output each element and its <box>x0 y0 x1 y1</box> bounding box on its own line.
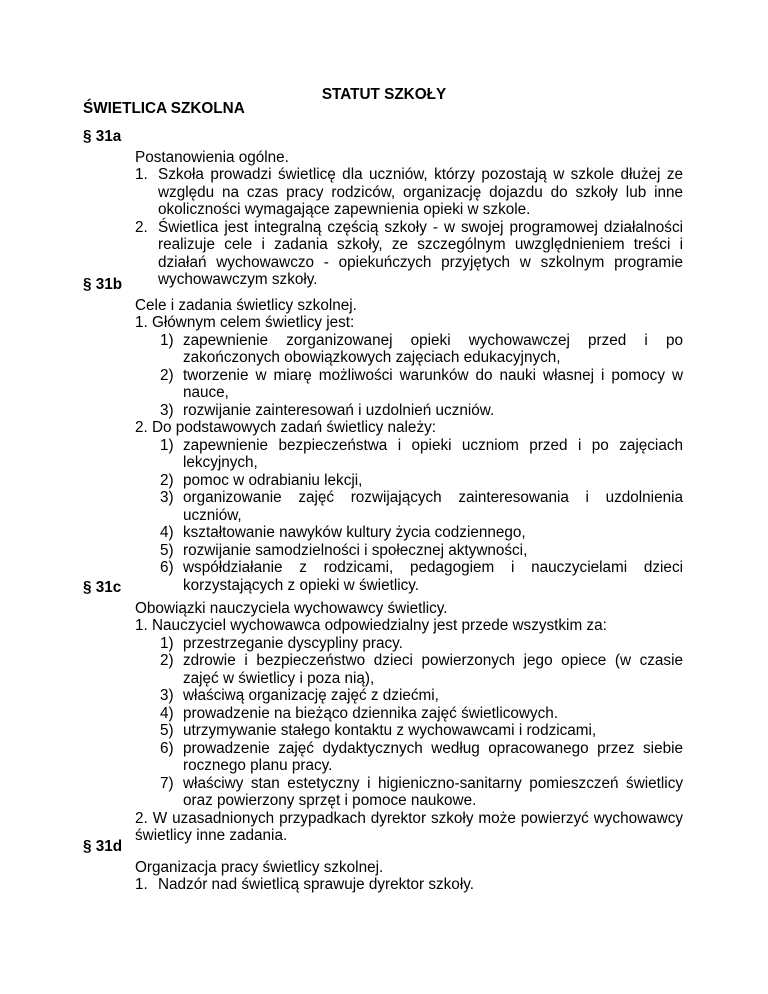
item-text: tworzenie w miarę możliwości warunków do nauki własnej i pomocy w nauce, <box>183 366 683 401</box>
section-intro: Organizacja pracy świetlicy szkolnej. <box>135 858 384 876</box>
section-31c <box>83 579 683 845</box>
item-number: 6) <box>160 559 174 576</box>
item-number: 5) <box>160 541 174 559</box>
list-item <box>135 740 683 775</box>
item-text: organizowanie zajęć rozwijających zainteresowania i uzdolnienia uczniów, <box>183 489 683 524</box>
item-number: 2) <box>160 652 174 669</box>
group-heading: 1. Nauczyciel wychowawca odpowiedzialny jest przede wszystkim za: <box>135 617 607 634</box>
item-number: 1. <box>135 166 148 183</box>
list-item <box>135 775 683 810</box>
group-heading: 2. Do podstawowych zadań świetlicy należy: <box>135 419 436 436</box>
item-text: Świetlica jest integralną częścią szkoły - w swojej programowej działalności realizuje cele i zadania szkoły, ze szczególnym uwzględnieniem treści i działań wychowawczo - opiekuńczych przyjętych w szkolnym programie wychowawczym szkoły. <box>158 218 683 288</box>
list-item <box>135 437 683 472</box>
item-number: 1. <box>135 876 148 893</box>
section-heading: § 31d <box>83 838 123 855</box>
section-body <box>135 297 683 595</box>
item-number: 5) <box>160 722 174 739</box>
item-number: 4) <box>160 524 174 541</box>
item-text: Szkoła prowadzi świetlicę dla uczniów, którzy pozostają w szkole dłużej ze względu na czas pracy rodziców, organizację dojazdu do szkoły lub inne okoliczności wymagające zapewnienia opieki w szkole. <box>158 166 683 218</box>
item-text: zdrowie i bezpieczeństwo dzieci powierzonych jego opiece (w czasie zajęć w świetlicy i poza nią), <box>183 652 683 687</box>
item-number: 3) <box>160 687 174 704</box>
item-number: 4) <box>160 704 174 722</box>
list-item <box>135 166 683 219</box>
item-number: 1) <box>160 634 174 652</box>
section-intro: Postanowienia ogólne. <box>135 148 289 166</box>
item-number: 3) <box>160 489 174 506</box>
section-body <box>135 600 683 845</box>
list-item <box>135 402 683 420</box>
item-text: przestrzeganie dyscypliny pracy. <box>183 634 403 652</box>
list-item <box>135 722 683 740</box>
section-31d <box>83 838 683 894</box>
section-body <box>135 859 683 894</box>
item-text: współdziałanie z rodzicami, pedagogiem i nauczycielami dzieci korzystających z opieki w świetlicy. <box>183 559 683 594</box>
section-heading: § 31a <box>83 128 122 145</box>
item-number: 6) <box>160 739 174 757</box>
item-number: 2. <box>135 218 148 236</box>
section-heading: § 31c <box>83 579 122 596</box>
document-title: STATUT SZKOŁY <box>321 86 447 103</box>
item-text: kształtowanie nawyków kultury życia codziennego, <box>183 524 526 541</box>
list-item <box>135 367 683 402</box>
item-text: utrzymywanie stałego kontaktu z wychowawcami i rodzicami, <box>183 722 597 739</box>
item-text: pomoc w odrabianiu lekcji, <box>183 471 363 489</box>
item-text: prowadzenie zajęć dydaktycznych według opracowanego przez siebie rocznego planu pracy. <box>183 739 683 774</box>
list-item <box>135 652 683 687</box>
section-31a <box>83 128 683 289</box>
section-body <box>135 149 683 289</box>
item-text: zapewnienie zorganizowanej opieki wychowawczej przed i po zakończonych obowiązkowych zajęciach edukacyjnych, <box>183 331 683 366</box>
item-text: rozwijanie samodzielności i społecznej aktywności, <box>183 541 528 559</box>
item-text: właściwy stan estetyczny i higieniczno-sanitarny pomieszczeń świetlicy oraz powierzony sprzęt i pomoce naukowe. <box>183 774 683 809</box>
list-item <box>135 332 683 367</box>
item-text: prowadzenie na bieżąco dziennika zajęć świetlicowych. <box>183 704 558 722</box>
list-item <box>135 635 683 653</box>
chapter-heading: ŚWIETLICA SZKOLNA <box>83 100 245 117</box>
group-heading: 1. Głównym celem świetlicy jest: <box>135 314 355 331</box>
list-item <box>135 472 683 490</box>
item-number: 1) <box>160 436 174 454</box>
list-item <box>135 524 683 542</box>
section-intro: Cele i zadania świetlicy szkolnej. <box>135 296 357 314</box>
list-item <box>135 687 683 705</box>
item-text: rozwijanie zainteresowań i uzdolnień uczniów. <box>183 401 495 419</box>
list-item <box>135 705 683 723</box>
closing-paragraph: 2. W uzasadnionych przypadkach dyrektor szkoły może powierzyć wychowawcy świetlicy inne zadania. <box>135 809 683 844</box>
section-heading: § 31b <box>83 276 123 293</box>
item-number: 7) <box>160 774 174 792</box>
item-text: Nadzór nad świetlicą sprawuje dyrektor szkoły. <box>158 876 474 893</box>
item-number: 2) <box>160 471 174 489</box>
item-text: właściwą organizację zajęć z dziećmi, <box>183 687 439 704</box>
list-item <box>135 489 683 524</box>
item-number: 2) <box>160 366 174 384</box>
item-number: 3) <box>160 401 174 419</box>
list-item <box>135 876 683 894</box>
section-intro: Obowiązki nauczyciela wychowawcy świetlicy. <box>135 599 448 617</box>
item-number: 1) <box>160 331 174 349</box>
list-item <box>135 542 683 560</box>
item-text: zapewnienie bezpieczeństwa i opieki uczniom przed i po zajęciach lekcyjnych, <box>183 436 683 471</box>
section-31b <box>83 276 683 594</box>
